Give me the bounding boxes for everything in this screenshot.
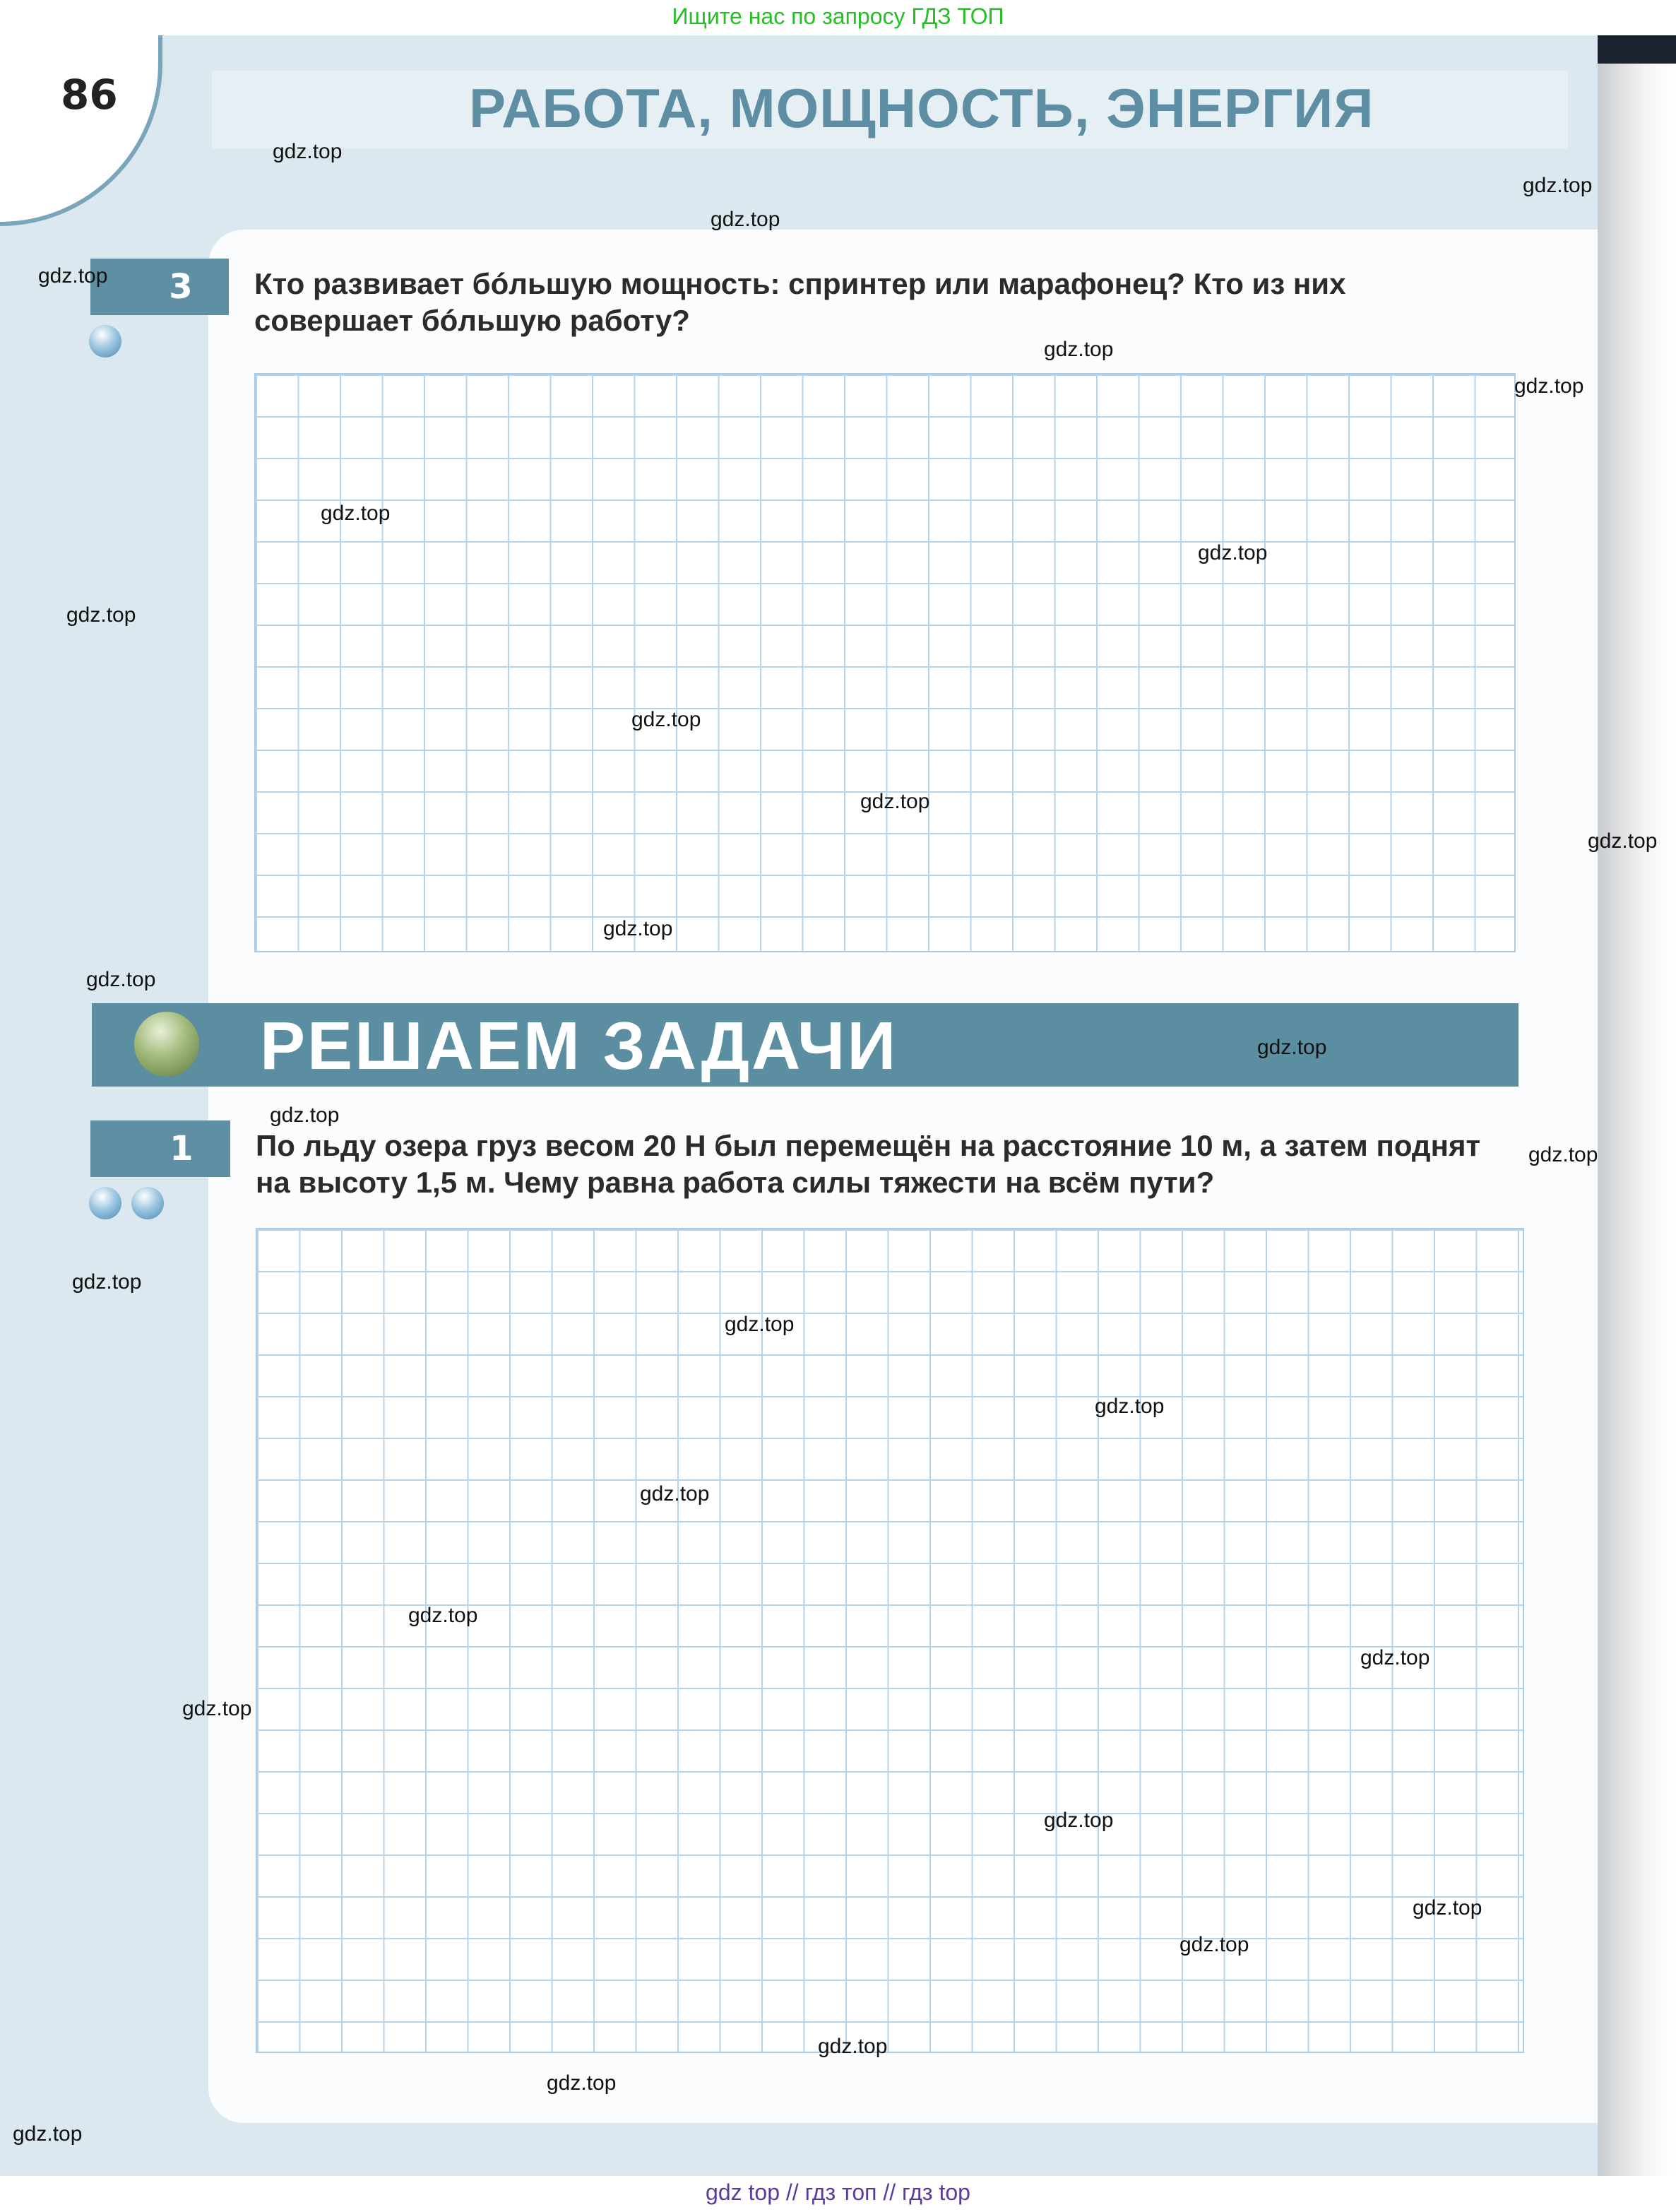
difficulty-ball-icon: [89, 1187, 121, 1219]
watermark: gdz.top: [38, 264, 108, 288]
watermark: gdz.top: [1257, 1036, 1327, 1059]
watermark: gdz.top: [408, 1604, 478, 1627]
watermark: gdz.top: [182, 1697, 252, 1720]
chapter-title: РАБОТА, МОЩНОСТЬ, ЭНЕРГИЯ: [469, 77, 1374, 139]
watermark: gdz.top: [640, 1482, 710, 1506]
watermark: gdz.top: [1095, 1395, 1165, 1418]
watermark: gdz.top: [1044, 1809, 1114, 1832]
watermark: gdz.top: [273, 140, 343, 163]
difficulty-ball-icon: [89, 325, 121, 357]
watermark: gdz.top: [818, 2035, 888, 2058]
watermark: gdz.top: [631, 708, 701, 731]
answer-grid-task-3[interactable]: [254, 373, 1516, 952]
watermark: gdz.top: [1514, 374, 1584, 398]
difficulty-ball-icon: [131, 1187, 164, 1219]
footer-links[interactable]: gdz top // гдз топ // гдз top: [706, 2180, 970, 2205]
watermark: gdz.top: [1360, 1646, 1430, 1669]
page-number-circle: [0, 35, 162, 226]
watermark: gdz.top: [860, 790, 930, 813]
watermark: gdz.top: [1198, 541, 1268, 564]
task-number-1: 1: [90, 1120, 230, 1177]
watermark: gdz.top: [1179, 1933, 1249, 1956]
watermark: gdz.top: [711, 208, 780, 231]
page-number: 86: [61, 71, 118, 119]
watermark: gdz.top: [321, 502, 391, 525]
watermark: gdz.top: [66, 603, 136, 627]
watermark: gdz.top: [270, 1104, 340, 1127]
watermark: gdz.top: [72, 1270, 142, 1294]
watermark: gdz.top: [1528, 1143, 1598, 1166]
watermark: gdz.top: [1413, 1896, 1482, 1920]
watermark: gdz.top: [1588, 829, 1658, 853]
task-3-question: Кто развивает бóльшую мощность: спринтер или марафонец? Кто из них совершает бóльшую работу?: [254, 267, 1346, 337]
task-1-question: По льду озера груз весом 20 Н был перемещён на расстояние 10 м, а затем поднят на высоту 1,5 м. Чему равна работа силы тяжести на всём пути?: [256, 1129, 1481, 1199]
search-banner[interactable]: Ищите нас по запросу ГДЗ ТОП: [672, 4, 1004, 29]
page-binding-shadow: [1598, 35, 1676, 2176]
watermark: gdz.top: [1523, 174, 1593, 197]
answer-grid-task-1[interactable]: [256, 1228, 1524, 2053]
watermark: gdz.top: [725, 1313, 795, 1336]
watermark: gdz.top: [13, 2122, 83, 2146]
watermark: gdz.top: [603, 917, 673, 940]
scan-edge: [1598, 35, 1676, 64]
watermark: gdz.top: [86, 968, 156, 991]
section-title: РЕШАЕМ ЗАДАЧИ: [260, 1008, 898, 1084]
watermark: gdz.top: [547, 2071, 617, 2095]
green-ball-icon: [134, 1012, 199, 1077]
watermark: gdz.top: [1044, 338, 1114, 361]
task-number-3: 3: [90, 259, 229, 315]
